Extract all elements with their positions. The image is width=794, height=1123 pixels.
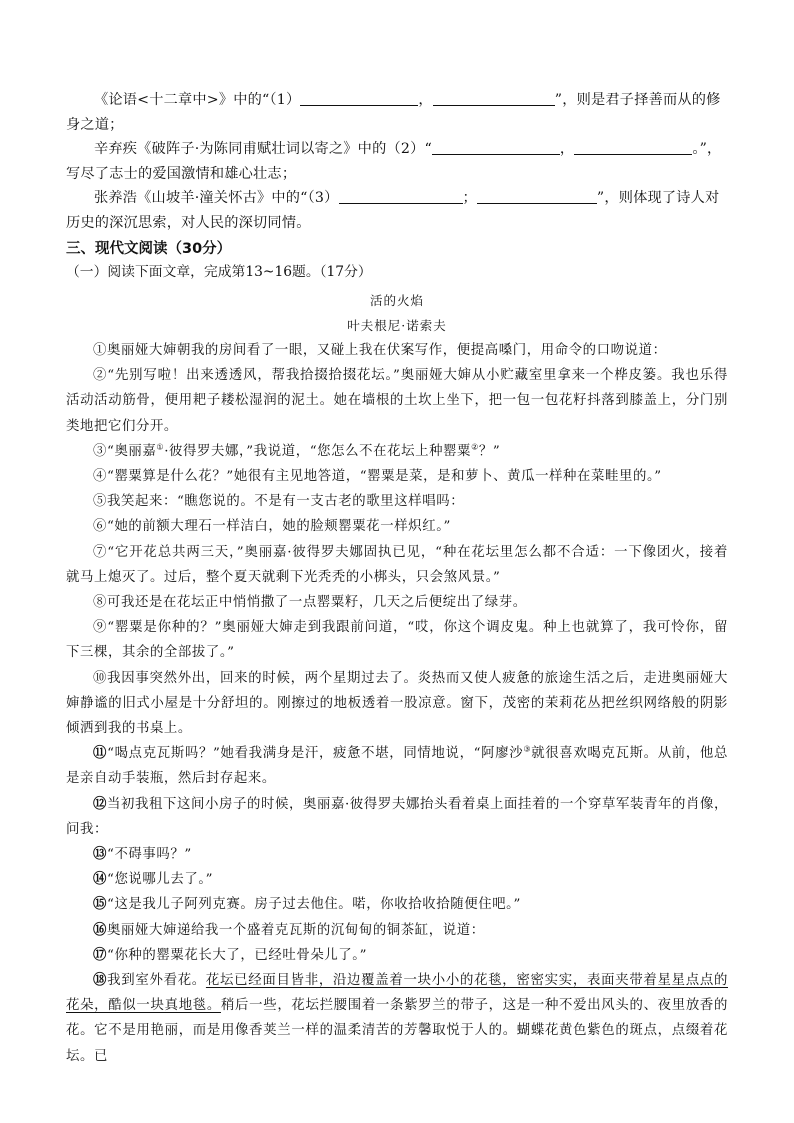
paragraph-text: “罂粟算是什么花？”她很有主见地答道，“罂粟是菜，是和萝卜、黄瓜一样种在菜畦里的。”: [107, 469, 662, 485]
page: [66, 88, 728, 1069]
answer-blank[interactable]: [432, 140, 560, 155]
paragraph-number: ⑮: [93, 896, 107, 913]
paragraph-number: ⑦: [93, 544, 108, 560]
paragraph-text: “罂粟是你种的？”奥丽娅大婶走到我跟前问道，“哎，你这个调皮鬼。种上也就算了，我可怜你，留下三棵，其余的全部拔了。”: [66, 620, 728, 661]
paragraph: [66, 540, 728, 590]
paragraph-text: “您说哪儿去了。”: [107, 872, 214, 888]
paragraph-number: ⑯: [93, 921, 107, 938]
fill-text: ”，则体现了诗人对历史的深沉思索，对人民的深切同情。: [66, 190, 720, 231]
paragraph-number: ⑩: [93, 670, 108, 686]
paragraph-text: “它开花总共两三天，”奥丽嘉·彼得罗夫娜固执已见，“种在花坛里怎么都不合适：一下像团火，接着就马上熄灭了。过后，整个夏天就剩下光秃秃的小梆头，只会煞风景。”: [66, 544, 728, 585]
answer-blank[interactable]: [433, 91, 555, 106]
fill-text: 张养浩《山坡羊·潼关怀古》中的“（3）: [94, 190, 339, 206]
paragraph-text: “不碍事吗？”: [107, 847, 192, 863]
paragraph: [66, 918, 728, 943]
paragraph-number: ③: [93, 443, 107, 459]
article-author: 叶夫根尼·诺索夫: [347, 318, 447, 333]
paragraph-number: ⑱: [93, 972, 108, 989]
paragraph: [66, 741, 728, 791]
answer-blank[interactable]: [477, 189, 597, 204]
paragraph-text: 我到室外看花。: [107, 973, 206, 989]
answer-blank[interactable]: [574, 140, 692, 155]
fill-text: ，: [559, 141, 575, 157]
paragraph: [66, 439, 728, 464]
fill-line-2: [66, 137, 728, 186]
underlined-sentence: 花坛已经面目皆非，沿边覆盖着一块小小的花毯，密密实实，表面夹带着星星点点的花朵，酷似一块真地毯。: [66, 973, 728, 1014]
paragraph-text: 当初我租下这间小房子的时候，奥丽嘉·彼得罗夫娜抬头看着桌上面挂着的一个穿草军装青年的肖像，问我：: [66, 796, 728, 837]
paragraph-text: 我笑起来：“瞧您说的。不是有一支古老的歌里这样唱吗：: [107, 494, 465, 510]
paragraph: [66, 590, 728, 615]
paragraph-text: “她的前额大理石一样洁白，她的脸颊罂粟花一样炽红。”: [107, 519, 451, 535]
paragraph-number: ⑬: [93, 846, 107, 863]
paragraph: [66, 489, 728, 514]
paragraph: [66, 892, 728, 917]
paragraph-text: 奥丽娅大婶递给我一个盛着克瓦斯的沉甸甸的铜茶缸，说道：: [107, 922, 485, 938]
paragraph: [66, 943, 728, 968]
paragraph: [66, 514, 728, 539]
paragraph-text: 可我还是在花坛正中悄悄撒了一点罂粟籽，几天之后便绽出了绿芽。: [107, 595, 527, 611]
paragraph-number: ⑭: [93, 871, 107, 888]
paragraph-text: 奥丽娅大婶朝我的房间看了一眼，又碰上我在伏案写作，便提高嗓门，用命令的口吻说道：: [107, 343, 667, 358]
paragraph: [66, 363, 728, 439]
paragraph-number: ⑨: [93, 620, 108, 636]
paragraph-number: ①: [93, 343, 107, 358]
paragraph-text: “奥丽嘉①·彼得罗夫娜，”我说道，“您怎么不在花坛上种罂粟②？”: [107, 442, 501, 459]
paragraph-text: “先别写啦！出来透透风，帮我拾掇拾掇花坛。”奥丽娅大婶从小贮藏室里拿来一个桦皮篓。我也乐得活动活动筋骨，便用耙子耧松湿润的泥土。她在墙根的土坎上坐下，把一包一包花籽抖落到膝盖上，分门别类地把它们分开。: [66, 368, 728, 434]
section-heading: 三、现代文阅读（30分）: [66, 241, 232, 257]
paragraph-text: “这是我儿子阿列克赛。房子过去他住。喏，你收拾收拾随便住吧。”: [107, 897, 521, 913]
paragraph-number: ⑰: [93, 946, 107, 963]
section-instruction: （一）阅读下面文章，完成第13~16题。（17分）: [66, 264, 372, 280]
article-title: 活的火焰: [369, 293, 424, 308]
paragraph-text: “你种的罂粟花长大了，已经吐骨朵儿了。”: [107, 947, 368, 963]
paragraph: [66, 464, 728, 489]
article-body: [66, 338, 728, 1069]
fill-in-questions: [66, 88, 728, 235]
fill-text: 《论语<十二章中>》中的“（1）: [94, 92, 301, 108]
paragraph: [66, 792, 728, 842]
answer-blank[interactable]: [300, 91, 418, 106]
paragraph: [66, 867, 728, 892]
paragraph-number: ⑤: [93, 494, 107, 510]
paragraph: [66, 338, 728, 363]
footnote-marker: ②: [471, 442, 479, 452]
paragraph-text: 我因事突然外出，回来的时候，两个星期过去了。炎热而又使人疲惫的旅途生活之后，走进奥丽娅大婶静谧的旧式小屋是十分舒坦的。刚擦过的地板透着一股凉意。窗下，茂密的茉莉花丛把丝织网络般的阴影倾洒到我的书桌上。: [66, 670, 728, 737]
paragraph: [66, 666, 728, 742]
paragraph: [66, 842, 728, 867]
paragraph-text: “喝点克瓦斯吗？”她看我满身是汗，疲惫不堪，同情地说，“阿廖沙③就很喜欢喝克瓦斯。从前，他总是亲自动手装瓶，然后封存起来。: [66, 744, 728, 787]
paragraph: [66, 968, 728, 1069]
answer-blank[interactable]: [339, 189, 463, 204]
fill-line-1: [66, 88, 728, 137]
footnote-marker: ①: [156, 442, 165, 452]
fill-text: ，: [418, 92, 433, 108]
paragraph-number: ⑥: [93, 519, 107, 535]
fill-text: ”，则是君子择善而从的修身之道；: [66, 92, 721, 133]
paragraph-number: ④: [93, 469, 107, 485]
fill-text: ；: [462, 190, 477, 206]
paragraph-number: ②: [93, 368, 108, 384]
paragraph-number: ⑪: [93, 745, 108, 762]
footnote-marker: ③: [523, 744, 532, 754]
fill-line-3: [66, 186, 728, 235]
paragraph-number: ⑧: [93, 595, 107, 611]
paragraph-number: ⑫: [93, 795, 108, 812]
fill-text: 辛弃疾《破阵子·为陈同甫赋壮词以寄之》中的（2）“: [94, 141, 432, 157]
paragraph: [66, 615, 728, 665]
fill-text: 。”，写尽了志士的爱国激情和雄心壮志；: [66, 141, 722, 182]
paragraph-text: 稍后一些，花坛拦腰围着一条紫罗兰的带子，这是一种不爱出风头的、夜里放香的花。它不是用艳丽，而是用像香荚兰一样的温柔清苦的芳馨取悦于人的。蝴蝶花黄色紫色的斑点，点缀着花坛。已: [66, 998, 728, 1064]
